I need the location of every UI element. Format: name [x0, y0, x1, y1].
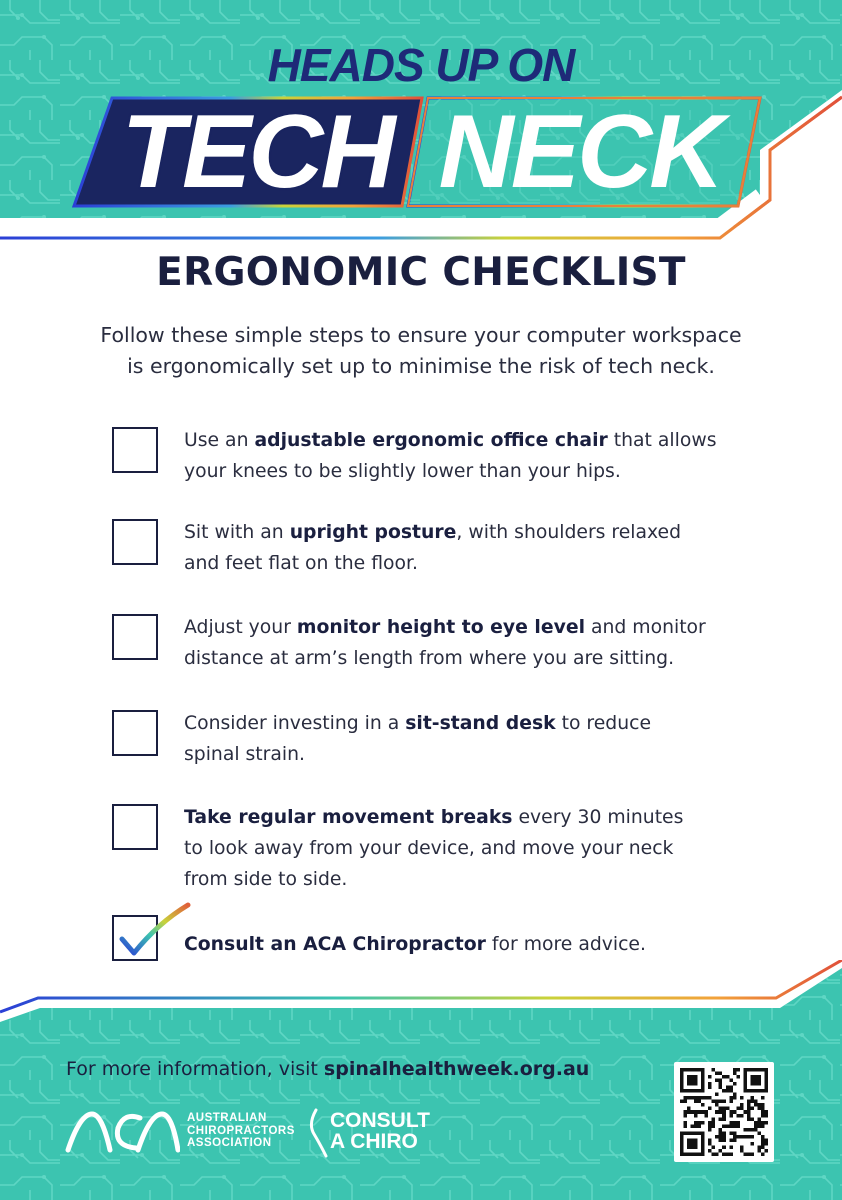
spine-curve-icon	[306, 1108, 330, 1158]
qr-code-icon	[680, 1068, 768, 1156]
checklist-line	[184, 425, 744, 456]
page-title: ERGONOMIC CHECKLIST	[156, 250, 686, 295]
intro-line-1: Follow these simple steps to ensure your computer workspace	[100, 323, 742, 347]
website-link[interactable]: spinalhealthweek.org.au	[323, 1058, 590, 1080]
checklist-run: Adjust your	[184, 617, 297, 638]
checklist-run: spinal strain.	[184, 744, 305, 765]
checklist-emphasis: adjustable ergonomic office chair	[254, 430, 608, 451]
checklist-run: from side to side.	[184, 869, 348, 890]
checklist-text	[184, 708, 744, 770]
checklist-run: Consider investing in a	[184, 713, 406, 734]
header-word-neck: NECK	[438, 94, 722, 210]
aca-name: AUSTRALIAN CHIROPRACTORS ASSOCIATION	[187, 1112, 295, 1149]
checklist-text	[184, 612, 744, 674]
checklist-run: every 30 minutes	[512, 807, 684, 828]
checklist-emphasis: sit-stand desk	[405, 713, 556, 734]
checklist-line	[184, 739, 744, 770]
checklist-line	[184, 833, 744, 864]
checklist-text	[184, 802, 744, 895]
checklist-line	[184, 517, 744, 548]
more-info-text	[66, 1058, 589, 1080]
header-kicker: HEADS UP ON	[267, 39, 575, 91]
checkbox[interactable]	[112, 427, 158, 473]
checklist-run: distance at arm’s length from where you are sitting.	[184, 648, 675, 669]
header-word-tech: TECH	[121, 94, 393, 210]
intro-line-2: is ergonomically set up to minimise the risk of tech neck.	[127, 354, 715, 378]
checklist-line	[184, 643, 744, 674]
more-info-prefix: For more information, visit	[66, 1058, 324, 1080]
checklist-run: Sit with an	[184, 522, 290, 543]
checkbox[interactable]	[112, 710, 158, 756]
intro-paragraph	[50, 320, 792, 382]
checklist-run: , with shoulders relaxed	[456, 522, 682, 543]
checklist-run: for more advice.	[485, 934, 646, 955]
checklist-run: Use an	[184, 430, 255, 451]
checklist-run: and monitor	[585, 617, 706, 638]
checklist-line	[184, 708, 744, 739]
checklist-line	[184, 456, 744, 487]
checkbox-checked[interactable]	[112, 915, 158, 961]
checklist-line	[184, 864, 744, 895]
checklist-emphasis: Consult an ACA Chiropractor	[184, 934, 486, 955]
checklist-line	[184, 802, 744, 833]
checklist-run: to reduce	[555, 713, 652, 734]
checklist-text	[184, 929, 744, 960]
checklist-line	[184, 548, 744, 579]
checklist-emphasis: monitor height to eye level	[296, 617, 586, 638]
checkbox[interactable]	[112, 614, 158, 660]
checklist-text	[184, 517, 744, 579]
aca-logo-icon	[64, 1108, 180, 1154]
checklist-text	[184, 425, 744, 487]
checklist-run: your knees to be slightly lower than your hips.	[184, 461, 621, 482]
checkbox[interactable]	[112, 519, 158, 565]
checklist-run: and feet flat on the floor.	[184, 553, 418, 574]
checkbox[interactable]	[112, 804, 158, 850]
checklist-emphasis: upright posture	[289, 522, 457, 543]
qr-code[interactable]	[674, 1062, 774, 1162]
checklist-line	[184, 929, 744, 960]
checklist-emphasis: Take regular movement breaks	[184, 807, 513, 828]
checklist-run: to look away from your device, and move your neck	[184, 838, 674, 859]
checklist-line	[184, 612, 744, 643]
consult-a-chiro-logo: CONSULT A CHIRO	[330, 1109, 430, 1153]
checklist-run: that allows	[607, 430, 717, 451]
